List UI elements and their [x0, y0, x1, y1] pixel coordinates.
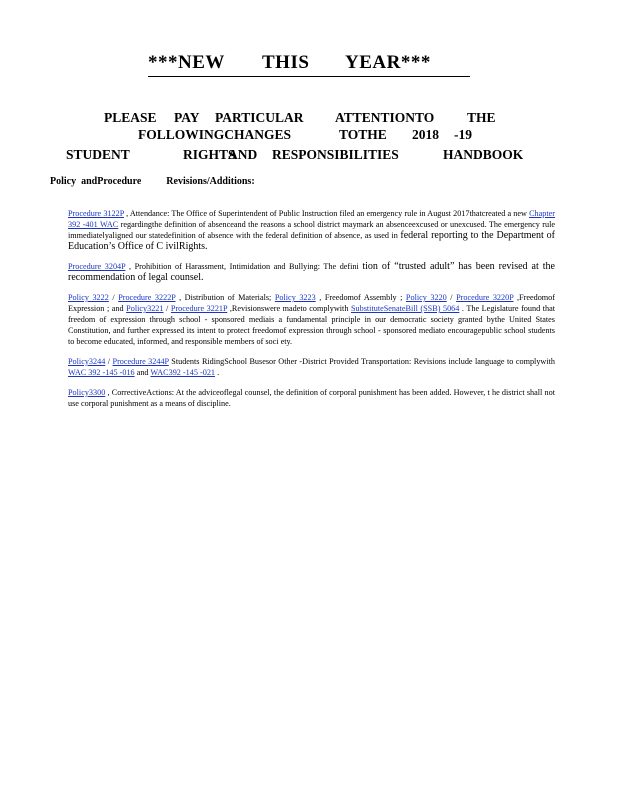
item-text: . — [215, 368, 220, 377]
list-item — [50, 261, 555, 283]
link-procedure-3222p[interactable]: Procedure 3222P — [118, 293, 176, 302]
item-text: ,Freedomof Expression ; and — [68, 293, 555, 313]
heading-word: PARTICULAR — [215, 110, 304, 125]
heading-word: RESPONSIBILITIES — [272, 147, 399, 162]
heading-word: ATTENTIONTO — [335, 110, 435, 125]
link-wac-392-145-021[interactable]: WAC392 -145 -021 — [150, 368, 216, 377]
link-policy-3223[interactable]: Policy 3223 — [274, 293, 316, 302]
link-policy-3221[interactable]: Policy3221 — [126, 304, 164, 313]
item-text: , Distribution of Materials; — [175, 293, 275, 302]
revisions-list — [50, 208, 555, 418]
link-procedure-3122p[interactable]: Procedure 3122P — [68, 209, 124, 218]
item-text: / — [108, 293, 119, 302]
heading-word: PAY — [174, 110, 200, 125]
heading-word: RIGHTS — [183, 147, 236, 162]
section-subheading: Policy andProcedure Revisions/Additions: — [50, 176, 255, 187]
item-text: tion of “trusted adult” has been revised at the recommendation of legal counsel. — [68, 261, 555, 283]
list-item — [50, 292, 555, 347]
heading-word: STUDENT — [66, 147, 130, 162]
heading-word: 2018 — [412, 127, 439, 142]
link-ssb-5064[interactable]: SubstituteSenateBill (SSB) 5064 — [350, 304, 460, 313]
link-policy-3222[interactable]: Policy 3222 — [68, 293, 109, 302]
link-policy-3300[interactable]: Policy3300 — [68, 388, 106, 397]
title-word-year: YEAR*** — [345, 52, 431, 73]
link-procedure-3244p[interactable]: Procedure 3244P — [112, 357, 169, 366]
list-item — [50, 387, 555, 409]
item-text: regardingthe definition of absenceand the reasons a school district maymark an absenceexcused or unexcused. The emergency rule immediatelyaligned our statedefinition of absence with the federal definition of absence, as used in — [68, 220, 555, 240]
item-text: ,Revisionswere madeto complywith — [227, 304, 351, 313]
list-item — [50, 356, 555, 378]
item-text: . The Legislature found that freedom of expression through school - sponsored mediais a fundamental principle in our democratic society granted bythe United States Constitution, and further expressed its intent to protect freedomof expression through school - sponsored mediato encouragepublic school students to become educated, informed, and responsible members of soci ety. — [68, 304, 556, 346]
link-procedure-3220p[interactable]: Procedure 3220P — [456, 293, 514, 302]
link-policy-3244[interactable]: Policy3244 — [68, 357, 106, 366]
page-title — [148, 52, 470, 77]
link-policy-3220[interactable]: Policy 3220 — [405, 293, 447, 302]
heading-word: HANDBOOK — [443, 147, 524, 162]
heading-word: PLEASE — [104, 110, 157, 125]
item-text: , Freedomof Assembly ; — [315, 293, 406, 302]
item-text: / — [105, 357, 113, 366]
link-chapter-392-401-wac[interactable]: Chapter 392 -401 WAC — [68, 209, 555, 229]
item-text: and — [134, 368, 151, 377]
heading-word: THE — [467, 110, 496, 125]
heading-word: -19 — [454, 127, 472, 142]
heading-word: FOLLOWINGCHANGES — [138, 127, 292, 142]
heading-word: TOTHE — [339, 127, 387, 142]
list-item — [50, 208, 555, 252]
item-text: / — [163, 304, 171, 313]
item-text: , Prohibition of Harassment, Intimidation and Bullying: The defini — [125, 262, 363, 271]
item-text: federal reporting to the Department of Education’s Office of C ivilRights. — [68, 230, 555, 252]
item-text: , CorrectiveActions: At the adviceoflegal counsel, the definition of corporal punishment has been added. However, t he district shall not use corporal punishment as a means of discipline. — [68, 388, 555, 408]
link-procedure-3204p[interactable]: Procedure 3204P — [68, 262, 126, 271]
link-wac-392-145-016[interactable]: WAC 392 -145 -016 — [68, 368, 135, 377]
item-text: / — [446, 293, 457, 302]
heading-word: AND — [228, 147, 258, 162]
item-text: , Attendance: The Office of Superintendent of Public Instruction filed an emergency rule in August 2017thatcreated a new — [123, 209, 530, 218]
title-word-new: ***NEW — [148, 52, 225, 73]
link-procedure-3221p[interactable]: Procedure 3221P — [170, 304, 228, 313]
item-text: Students RidingSchool Busesor Other -District Provided Transportation: Revisions include language to complywith — [168, 357, 555, 366]
title-word-this: THIS — [262, 52, 310, 73]
